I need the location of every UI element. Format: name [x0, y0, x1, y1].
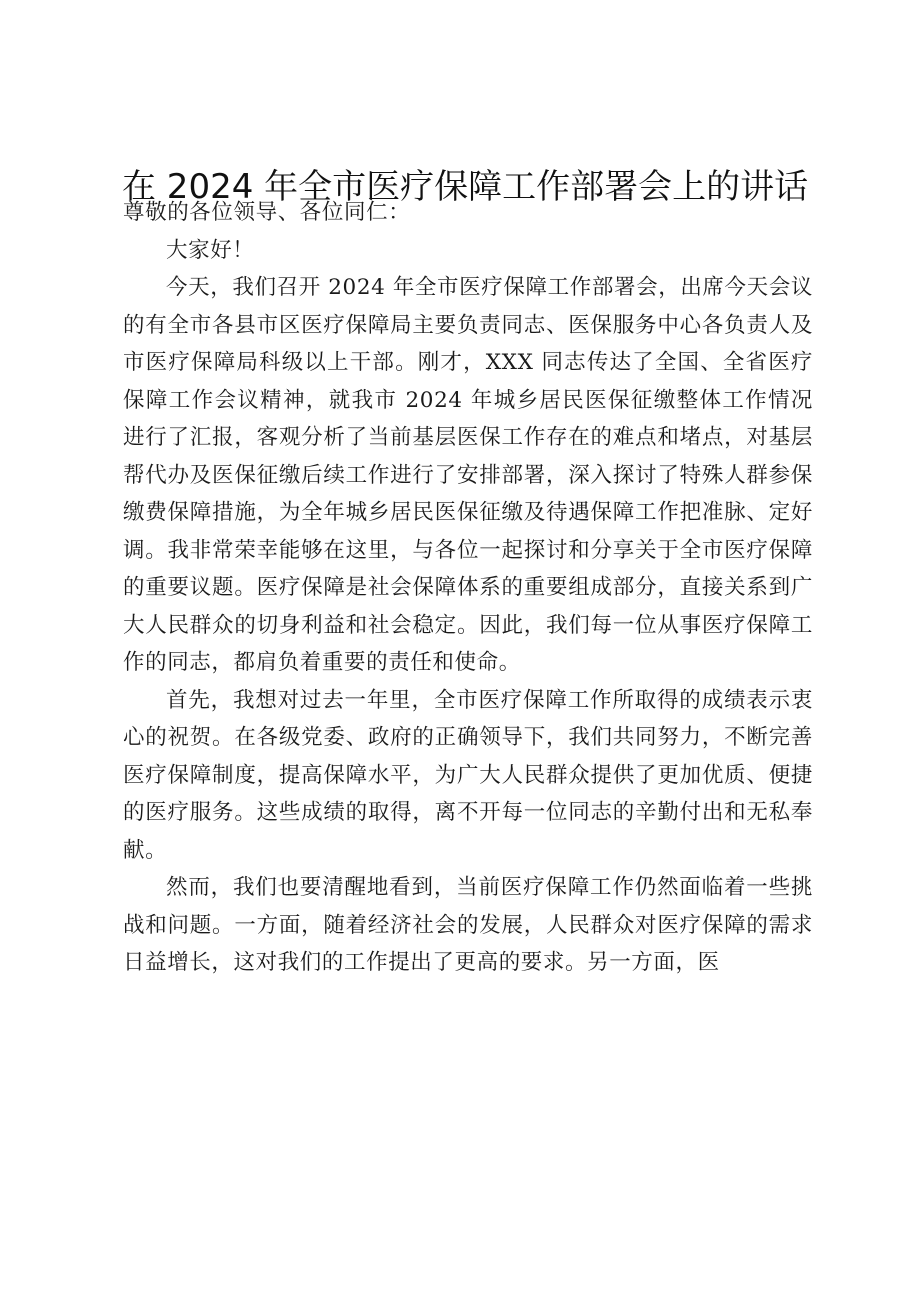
- salutation: 尊敬的各位领导、各位同仁：: [123, 200, 411, 225]
- document-title: 在 2024 年全市医疗保障工作部署会上的讲话: [122, 167, 809, 207]
- paragraph-challenges: 然而，我们也要清醒地看到，当前医疗保障工作仍然面临着一些挑战和问题。一方面，随着经济社会的发展，人民群众对医疗保障的需求日益增长，这对我们的工作提出了更高的要求。另一方面，医: [123, 875, 813, 975]
- document-body: [123, 194, 813, 982]
- paragraph-achievements: 首先，我想对过去一年里，全市医疗保障工作所取得的成绩表示衷心的祝贺。在各级党委、政府的正确领导下，我们共同努力，不断完善医疗保障制度，提高保障水平，为广大人民群众提供了更加优质、便捷的医疗服务。这些成绩的取得，离不开每一位同志的辛勤付出和无私奉献。: [123, 687, 813, 863]
- paragraph-greeting: 大家好！: [166, 237, 255, 263]
- paragraph-opening: 今天，我们召开 2024 年全市医疗保障工作部署会，出席今天会议的有全市各县市区医疗保障局主要负责同志、医保服务中心各负责人及市医疗保障局科级以上干部。刚才，XXX 同志传达了全国、全省医疗保障工作会议精神，就我市 2024 年城乡居民医保征缴整体工作情况进行了汇报，客观分析了当前基层医保工作存在的难点和堵点，对基层帮代办及医保征缴后续工作进行了安排部署，深入探讨了特殊人群参保缴费保障措施，为全年城乡居民医保征缴及待遇保障工作把准脉、定好调。我非常荣幸能够在这里，与各位一起探讨和分享关于全市医疗保障的重要议题。医疗保障是社会保障体系的重要组成部分，直接关系到广大人民群众的切身利益和社会稳定。因此，我们每一位从事医疗保障工作的同志，都肩负着重要的责任和使命。: [123, 275, 813, 675]
